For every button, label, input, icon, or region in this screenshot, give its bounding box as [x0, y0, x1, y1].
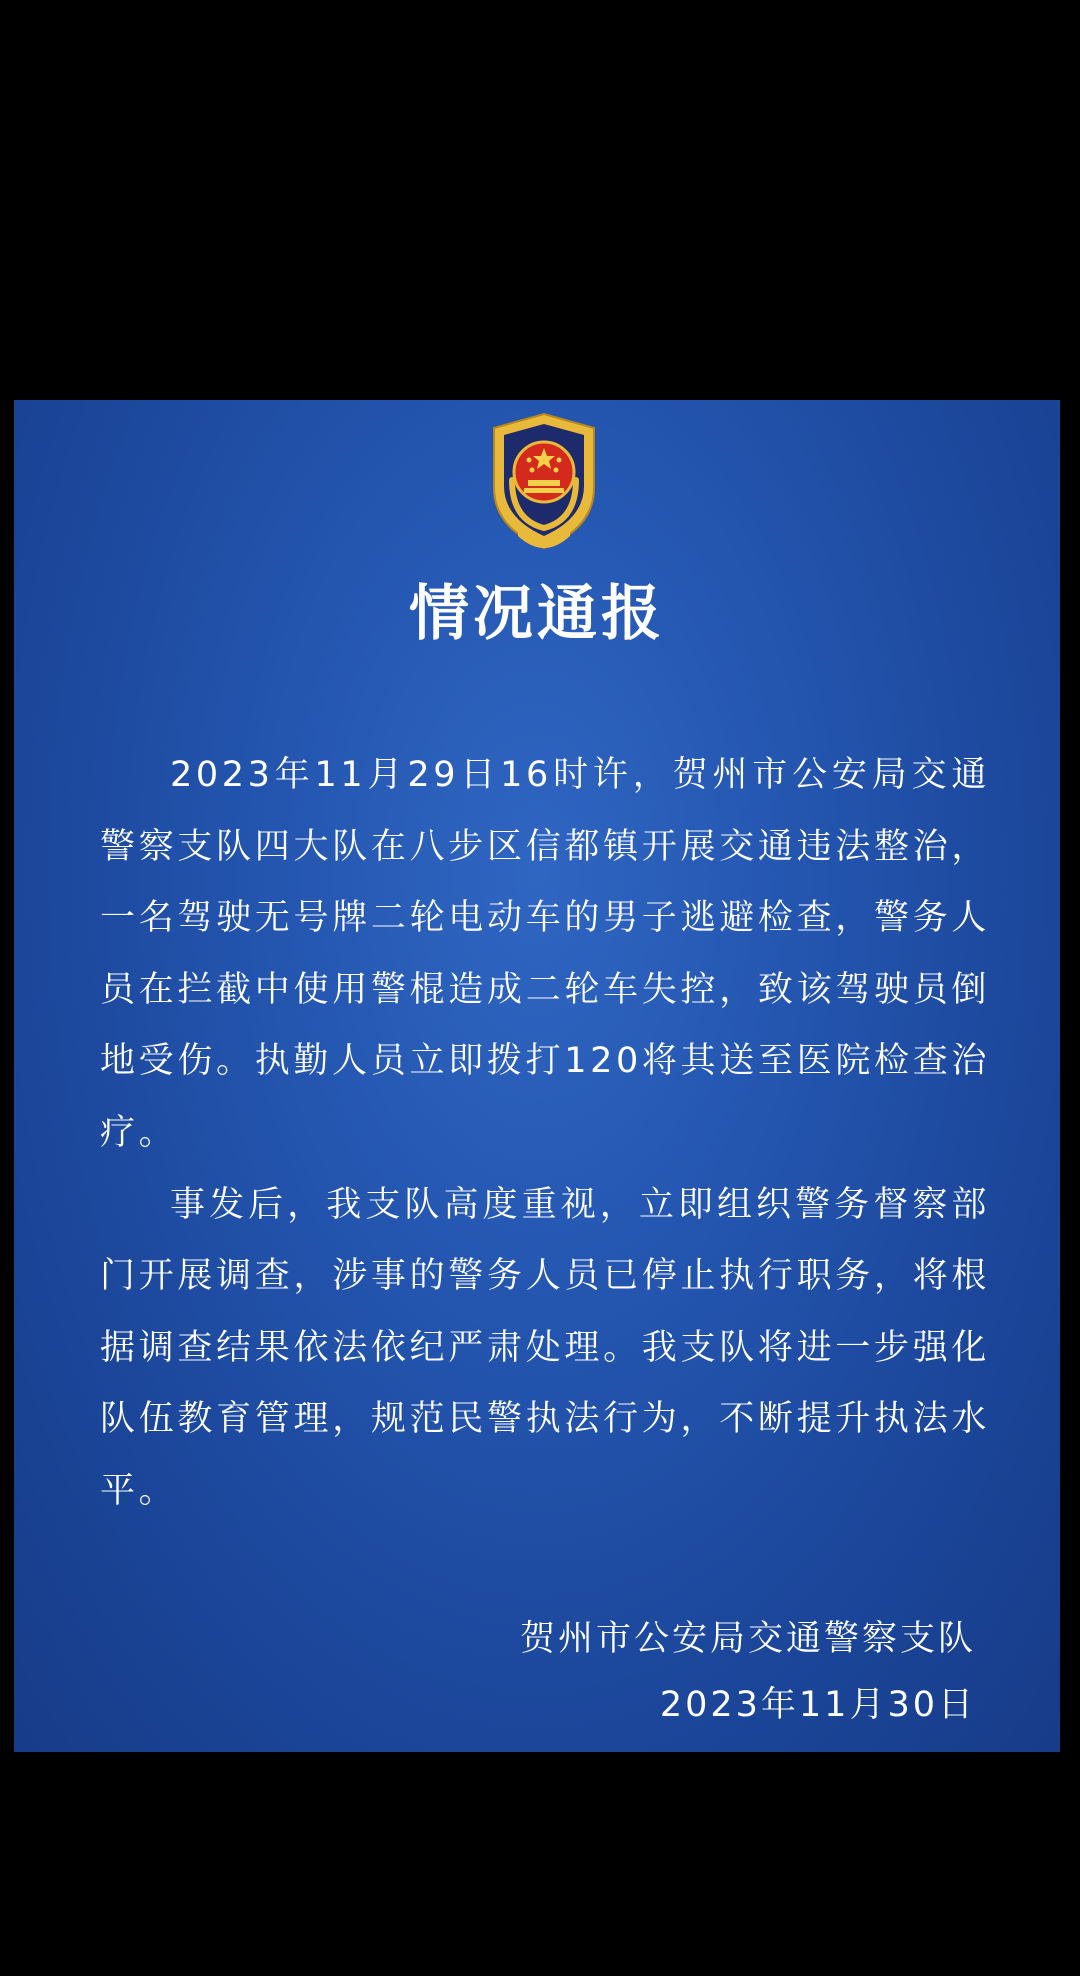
notice-paragraph: 2023年11月29日16时许，贺州市公安局交通警察支队四大队在八步区信都镇开展交通违法整治，一名驾驶无号牌二轮电动车的男子逃避检查，警务人员在拦截中使用警棍造成二轮车失控，致该驾驶员倒地受伤。执勤人员立即拨打120将其送至医院检查治疗。 [100, 755, 990, 1153]
signature-block [520, 1606, 976, 1738]
signature-organization: 贺州市公安局交通警察支队 [519, 1619, 976, 1659]
signature-date: 2023年11月30日 [659, 1685, 976, 1725]
notice-card [14, 400, 1060, 1752]
notice-paragraph: 事发后，我支队高度重视，立即组织警务督察部门开展调查，涉事的警务人员已停止执行职务，将根据调查结果依法依纪严肃处理。我支队将进一步强化队伍教育管理，规范民警执法行为，不断提升执法水平。 [100, 1184, 990, 1511]
police-emblem-icon [482, 410, 606, 560]
notice-body [100, 740, 990, 1528]
notice-title: 情况通报 [409, 579, 665, 649]
